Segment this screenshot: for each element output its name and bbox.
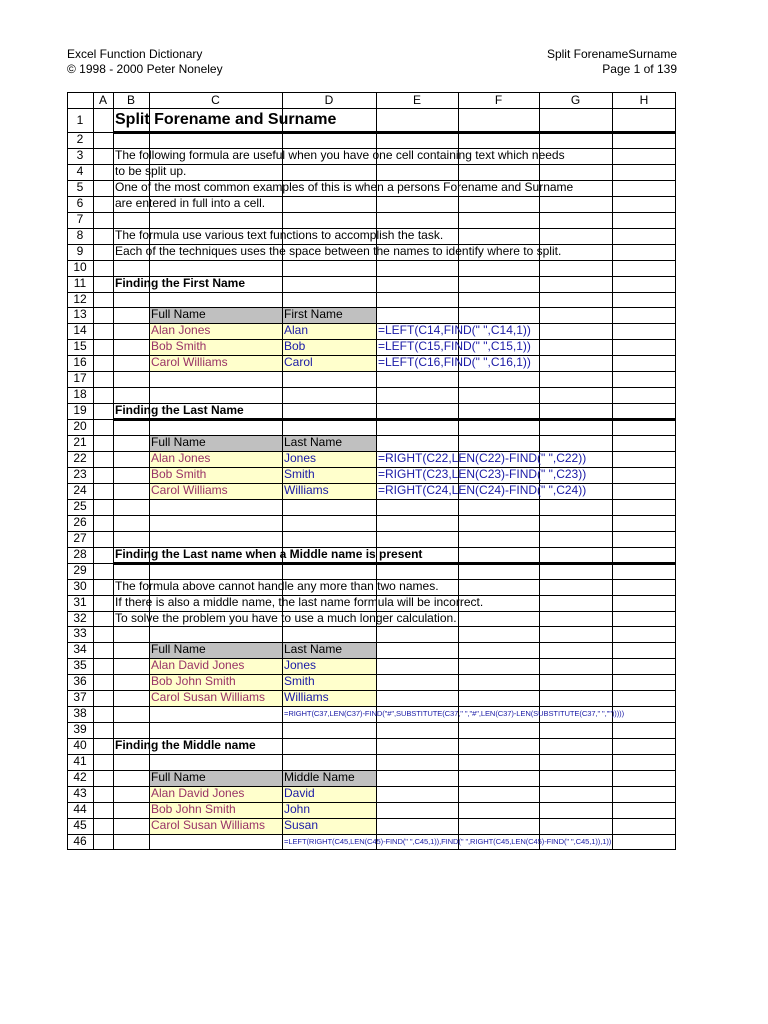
grid-hline: [67, 292, 676, 293]
column-header-h[interactable]: H: [639, 93, 649, 107]
intro-text[interactable]: to be split up.: [115, 163, 187, 178]
row-header[interactable]: 42: [73, 770, 87, 784]
full-name-cell[interactable]: Carol Williams: [151, 482, 228, 497]
row-header[interactable]: 30: [73, 578, 87, 593]
row-header[interactable]: 7: [76, 211, 84, 226]
grid-hline: [67, 387, 676, 388]
row-header[interactable]: 19: [73, 403, 87, 418]
row-header[interactable]: 16: [73, 355, 87, 370]
full-name-cell[interactable]: Carol Williams: [151, 355, 228, 370]
result-cell[interactable]: David: [284, 785, 315, 800]
full-name-cell[interactable]: Carol Susan Williams: [151, 817, 266, 832]
row-header[interactable]: 21: [73, 435, 87, 450]
row-header[interactable]: 14: [73, 323, 87, 338]
row-header[interactable]: 15: [73, 339, 87, 354]
copyright: © 1998 - 2000 Peter Noneley: [67, 62, 223, 76]
column-header-f[interactable]: F: [494, 93, 503, 107]
page-number: Page 1 of 139: [602, 62, 677, 76]
table-header-full-name[interactable]: Full Name: [151, 642, 206, 657]
grid-vline: [93, 92, 94, 850]
grid-hline: [67, 371, 676, 372]
grid-hline: [67, 531, 676, 532]
row-header[interactable]: 12: [73, 291, 87, 306]
result-cell[interactable]: Carol: [284, 355, 313, 370]
full-name-cell[interactable]: Alan David Jones: [151, 658, 245, 673]
result-cell[interactable]: Jones: [284, 451, 317, 465]
formula-cell[interactable]: =LEFT(C15,FIND(" ",C15,1)): [378, 339, 531, 354]
result-cell[interactable]: Alan: [284, 323, 309, 338]
row-header[interactable]: 38: [73, 706, 87, 721]
full-name-cell[interactable]: Bob Smith: [151, 339, 207, 354]
formula-cell[interactable]: =RIGHT(C37,LEN(C37)-FIND("#",SUBSTITUTE(C37," ","#",LEN(C37)-LEN(SUBSTITUTE(C37," ",""))))): [284, 709, 625, 719]
explain-text[interactable]: The formula above cannot handle any more than two names.: [115, 578, 439, 593]
table-header-full-name[interactable]: Full Name: [151, 770, 206, 784]
row-header[interactable]: 29: [73, 562, 87, 577]
table-header-full-name[interactable]: Full Name: [151, 435, 206, 450]
row-header[interactable]: 17: [73, 371, 87, 386]
formula-cell[interactable]: =LEFT(C16,FIND(" ",C16,1)): [378, 355, 531, 370]
table-header-result[interactable]: Last Name: [284, 642, 343, 657]
row-header[interactable]: 24: [73, 482, 87, 497]
full-name-cell[interactable]: Bob Smith: [151, 466, 207, 481]
row-header[interactable]: 45: [73, 817, 87, 832]
row-header[interactable]: 9: [76, 243, 84, 258]
column-header-d[interactable]: D: [324, 93, 334, 107]
column-header-g[interactable]: G: [570, 93, 581, 107]
row-header[interactable]: 40: [73, 738, 87, 753]
row-header[interactable]: 36: [73, 674, 87, 689]
row-header[interactable]: 18: [73, 387, 87, 402]
column-header-a[interactable]: A: [98, 93, 107, 107]
row-header[interactable]: 26: [73, 514, 87, 529]
row-header[interactable]: 23: [73, 466, 87, 481]
spreadsheet: [67, 92, 676, 850]
intro-text[interactable]: The formula use various text functions to accomplish the task.: [115, 227, 444, 242]
row-header[interactable]: 32: [73, 610, 87, 625]
column-header-b[interactable]: B: [126, 93, 135, 107]
intro-text[interactable]: are entered in full into a cell.: [115, 195, 266, 210]
result-cell[interactable]: Jones: [284, 658, 317, 673]
row-header[interactable]: 13: [73, 307, 87, 322]
row-header[interactable]: 34: [73, 642, 87, 657]
row-header[interactable]: 33: [73, 626, 87, 641]
row-header[interactable]: 10: [73, 259, 87, 274]
row-header[interactable]: 39: [73, 722, 87, 737]
grid-hline: [67, 499, 676, 500]
section-heading[interactable]: Finding the Last name when a Middle name is present: [115, 546, 423, 561]
sheet-title[interactable]: Split Forename and Surname: [115, 111, 337, 128]
intro-text[interactable]: The following formula are useful when you have one cell containing text which needs: [115, 147, 565, 162]
row-header[interactable]: 43: [73, 785, 87, 800]
row-header[interactable]: 2: [76, 132, 84, 146]
table-header-result[interactable]: Middle Name: [284, 770, 355, 784]
row-header[interactable]: 6: [76, 195, 84, 210]
row-header[interactable]: 41: [73, 754, 87, 769]
row-header[interactable]: 20: [73, 419, 87, 434]
full-name-cell[interactable]: Alan David Jones: [151, 785, 245, 800]
row-header[interactable]: 31: [73, 594, 87, 609]
row-header[interactable]: 25: [73, 498, 87, 513]
formula-cell[interactable]: =LEFT(C14,FIND(" ",C14,1)): [378, 323, 531, 338]
row-header[interactable]: 4: [76, 163, 84, 178]
formula-cell[interactable]: =RIGHT(C24,LEN(C24)-FIND(" ",C24)): [378, 482, 587, 497]
section-heading[interactable]: Finding the Last Name: [115, 403, 244, 418]
row-header[interactable]: 11: [73, 275, 87, 290]
result-cell[interactable]: Susan: [284, 817, 319, 832]
doc-title: Excel Function Dictionary: [67, 47, 203, 61]
column-header-e[interactable]: E: [412, 93, 421, 107]
grid-hline: [67, 515, 676, 516]
result-cell[interactable]: Williams: [284, 482, 329, 497]
full-name-cell[interactable]: Alan Jones: [151, 323, 211, 338]
formula-cell[interactable]: =RIGHT(C23,LEN(C23)-FIND(" ",C23)): [378, 466, 587, 481]
formula-cell[interactable]: =LEFT(RIGHT(C45,LEN(C45)-FIND(" ",C45,1)),FIND(" ",RIGHT(C45,LEN(C45)-FIND(" ",C45,1)),1)): [284, 836, 612, 846]
sheet-name: Split ForenameSurname: [546, 47, 677, 61]
full-name-cell[interactable]: Bob John Smith: [151, 674, 236, 689]
grid-hline: [67, 260, 676, 261]
document-header-left: [67, 47, 223, 77]
row-header[interactable]: 1: [76, 113, 84, 127]
full-name-cell[interactable]: Bob John Smith: [151, 801, 236, 816]
row-header[interactable]: 27: [73, 530, 87, 545]
grid-hline: [67, 754, 676, 755]
table-header-full-name[interactable]: Full Name: [151, 307, 206, 322]
explain-text[interactable]: If there is also a middle name, the last name formula will be incorrect.: [115, 594, 484, 609]
formula-cell[interactable]: =RIGHT(C22,LEN(C22)-FIND(" ",C22)): [378, 451, 587, 465]
grid-hline: [67, 212, 676, 213]
row-header[interactable]: 3: [76, 147, 84, 162]
full-name-cell[interactable]: Alan Jones: [151, 451, 211, 465]
intro-text[interactable]: One of the most common examples of this is when a persons Forename and Surname: [115, 179, 574, 194]
row-header[interactable]: 35: [73, 658, 87, 673]
grid-hline: [67, 626, 676, 627]
table-header-result[interactable]: Last Name: [284, 435, 343, 450]
document-header-right: [547, 47, 677, 77]
result-cell[interactable]: Smith: [284, 674, 315, 689]
row-header[interactable]: 5: [76, 179, 84, 194]
row-header[interactable]: 37: [73, 690, 87, 705]
grid-hline: [67, 722, 676, 723]
intro-text[interactable]: Each of the techniques uses the space between the names to identify where to split.: [115, 243, 562, 258]
result-cell[interactable]: Williams: [284, 690, 329, 705]
result-cell[interactable]: Smith: [284, 466, 315, 481]
section-heading[interactable]: Finding the Middle name: [115, 738, 256, 753]
section-heading[interactable]: Finding the First Name: [115, 275, 246, 290]
row-header[interactable]: 46: [73, 833, 87, 848]
result-cell[interactable]: Bob: [284, 339, 306, 354]
row-header[interactable]: 28: [73, 546, 87, 561]
result-cell[interactable]: John: [284, 801, 311, 816]
row-header[interactable]: 8: [76, 227, 84, 242]
table-header-result[interactable]: First Name: [284, 307, 343, 322]
column-header-c[interactable]: C: [211, 93, 220, 107]
row-header[interactable]: 44: [73, 801, 87, 816]
explain-text[interactable]: To solve the problem you have to use a much longer calculation.: [115, 610, 457, 625]
row-header[interactable]: 22: [73, 451, 87, 465]
full-name-cell[interactable]: Carol Susan Williams: [151, 690, 266, 705]
